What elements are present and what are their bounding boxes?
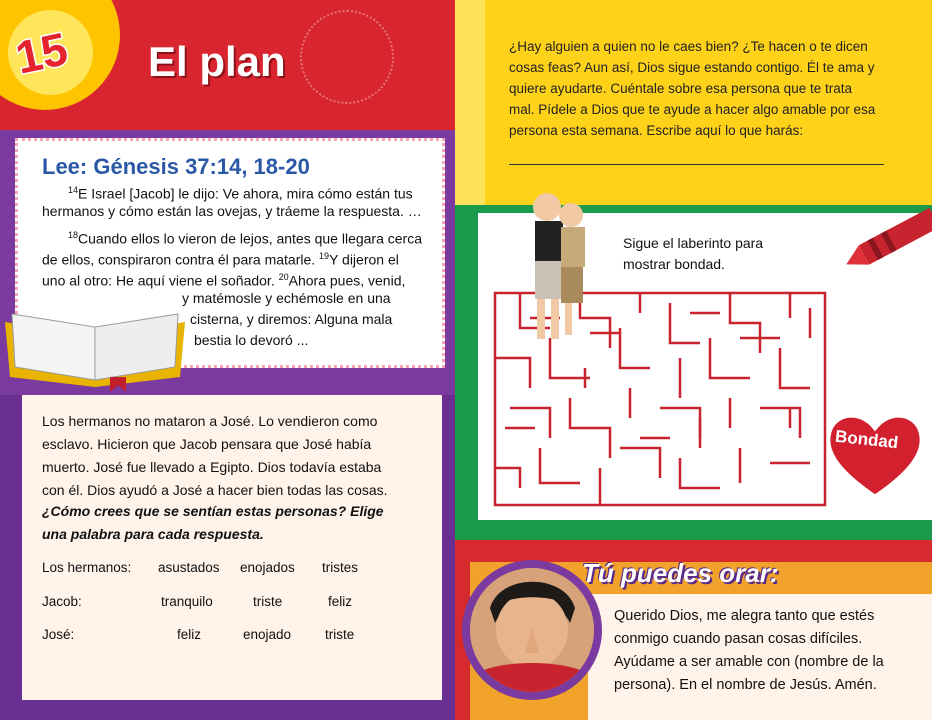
scripture-heading: Lee: Génesis 37:14, 18-20 [42, 154, 310, 179]
feelings-question: ¿Cómo crees que se sentían estas personas? Elige una palabra para cada respuesta. [42, 503, 384, 542]
choice-option[interactable]: enojados [240, 560, 295, 575]
choice-option[interactable]: asustados [158, 560, 220, 575]
verse-line: de ellos, conspiraron contra él para matarle. $^{19}$Y dijeron el [42, 251, 399, 268]
verse-line: hermanos y cómo están las ovejas, y tráeme la respuesta. … [42, 203, 422, 219]
kids-illustration [525, 185, 605, 350]
lesson-number: 15 [11, 22, 73, 84]
choice-person: Los hermanos: [42, 560, 132, 575]
heart-icon [825, 404, 925, 504]
prayer-text: Querido Dios, me alegra tanto que estés conmigo cuando pasan cosas difíciles. Ayúdame a ser amable con (nombre de la persona). En el nombre de Jesús. Amén. [614, 608, 884, 693]
verse-line: bestia lo devoró ... [194, 332, 309, 348]
choice-option[interactable]: feliz [177, 627, 202, 642]
choice-person: José: [42, 627, 75, 642]
decorative-swirl [300, 10, 394, 104]
choice-option[interactable]: enojado [243, 627, 292, 642]
choice-option[interactable]: triste [253, 594, 283, 609]
verse-line: uno al otro: He aquí viene el soñador. $^{20}$Ahora pues, venid, [42, 272, 406, 289]
verse-line: y matémosle y echémosle en una [182, 290, 391, 306]
choice-option[interactable]: tristes [322, 560, 359, 575]
choice-person: Jacob: [42, 594, 82, 609]
praying-boy-photo [470, 568, 594, 692]
verse-line: cisterna, y diremos: Alguna mala [190, 311, 393, 327]
red-crayon-icon [840, 200, 932, 280]
maze-goal-label: Bondad [834, 426, 900, 453]
prayer-heading: Tú puedes orar: [582, 558, 779, 588]
open-bible-icon [0, 282, 190, 392]
praying-boy-icon [470, 568, 594, 692]
choice-option[interactable]: triste [325, 627, 355, 642]
page-title: El plan [148, 38, 286, 85]
answer-line[interactable] [509, 164, 884, 165]
verse-line: $^{18}$Cuando ellos lo vieron de lejos, antes que llegara cerca [68, 230, 423, 247]
prompt-text: ¿Hay alguien a quien no le caes bien? ¿Te hacen o te dicen cosas feas? Aun así, Dios sigue estando contigo. Él te ama y quiere ayudarte. Cuéntale sobre esa persona que te trata mal. Pídele a Dios que te ayude a hacer algo amable por esa persona esta semana. Escribe aquí lo que harás: [509, 39, 876, 138]
choice-option[interactable]: feliz [328, 594, 353, 609]
verse-line: $^{14}$E Israel [Jacob] le dijo: Ve ahora, mira cómo están tus [68, 185, 413, 202]
maze-instruction: Sigue el laberinto para mostrar bondad. [623, 235, 764, 272]
yellow-panel-edge [455, 0, 485, 205]
story-text: Los hermanos no mataron a José. Lo vendieron como esclavo. Hicieron que Jacob pensara que José había muerto. José fue llevado a Egipto. Dios todavía estaba con él. Dios ayudó a José a hacer bien todas las cosas. [42, 413, 388, 498]
choice-option[interactable]: tranquilo [161, 594, 213, 609]
